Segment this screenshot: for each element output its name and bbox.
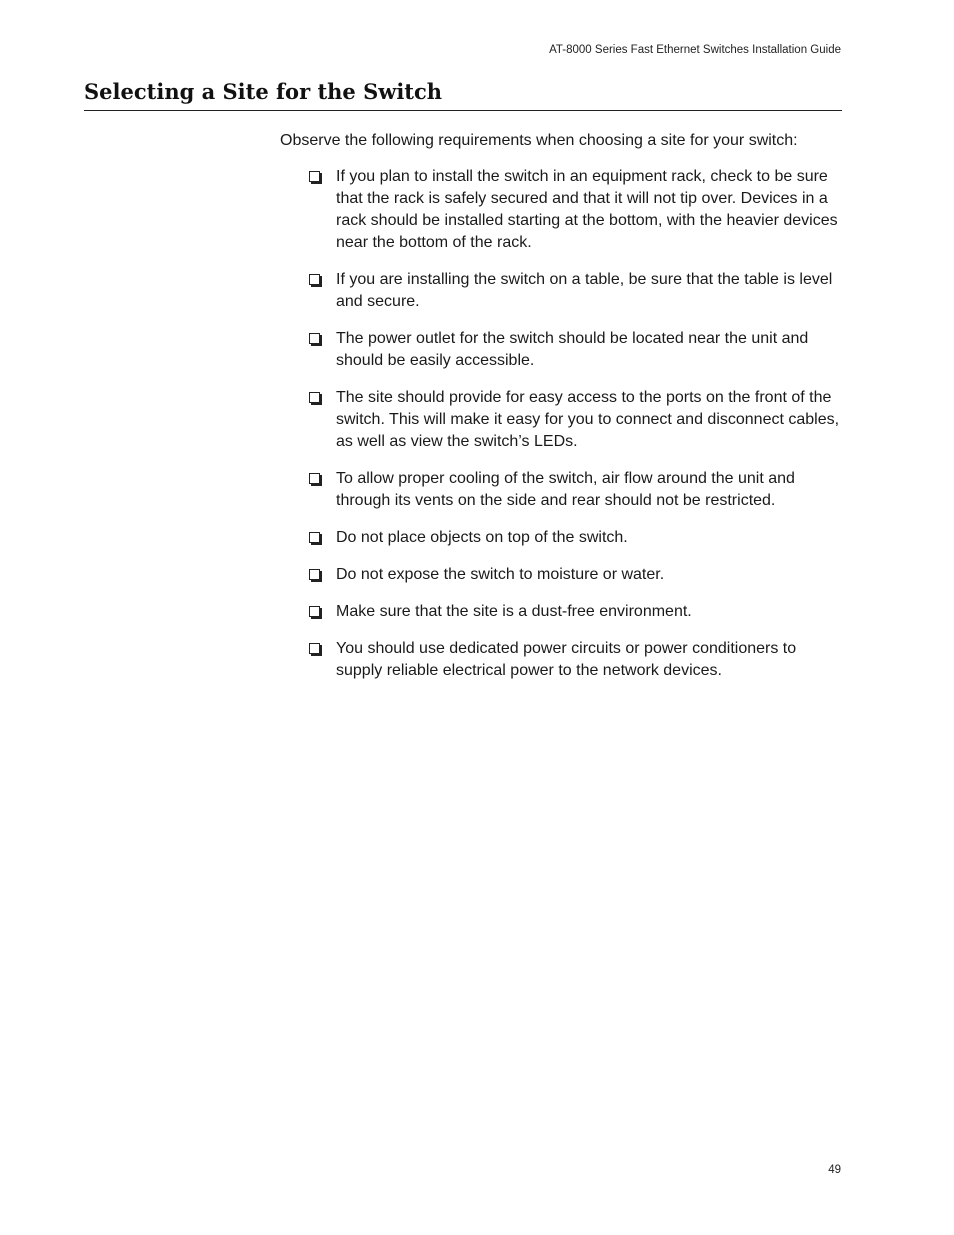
checkbox-icon [309,392,320,403]
intro-paragraph: Observe the following requirements when choosing a site for your switch: [280,132,798,149]
checkbox-icon [309,569,320,580]
checkbox-icon [309,274,320,285]
running-header: AT-8000 Series Fast Ethernet Switches Installation Guide [549,44,841,56]
checkbox-icon [309,473,320,484]
requirement-item [308,269,846,313]
requirement-item [308,601,846,623]
checkbox-icon [309,532,320,543]
requirement-text: Do not place objects on top of the switch. [336,529,628,546]
checkbox-icon [309,643,320,654]
requirement-text: Make sure that the site is a dust-free environment. [336,603,692,620]
requirement-item [308,468,846,512]
requirement-item [308,527,846,549]
requirement-item [308,166,846,254]
checkbox-icon [309,606,320,617]
requirement-item [308,328,846,372]
requirement-item [308,564,846,586]
requirements-list [280,166,846,682]
page-number: 49 [828,1164,841,1176]
requirement-text: To allow proper cooling of the switch, air flow around the unit and through its vents on the side and rear should not be restricted. [336,470,795,509]
requirement-text: Do not expose the switch to moisture or water. [336,566,665,583]
requirement-text: If you are installing the switch on a table, be sure that the table is level and secure. [336,271,833,310]
section-body [280,130,846,697]
checkbox-icon [309,333,320,344]
requirement-text: If you plan to install the switch in an equipment rack, check to be sure that the rack is safely secured and that it will not tip over. Devices in a rack should be installed starting at the bottom, with the heavier devices near the bottom of the rack. [336,168,838,251]
requirement-text: The power outlet for the switch should be located near the unit and should be easily accessible. [336,330,809,369]
section-title: Selecting a Site for the Switch [84,78,842,111]
requirement-item [308,638,846,682]
checkbox-icon [309,171,320,182]
requirement-text: You should use dedicated power circuits or power conditioners to supply reliable electrical power to the network devices. [336,640,797,679]
requirement-text: The site should provide for easy access to the ports on the front of the switch. This will make it easy for you to connect and disconnect cables, as well as view the switch’s LEDs. [336,389,840,450]
requirement-item [308,387,846,453]
